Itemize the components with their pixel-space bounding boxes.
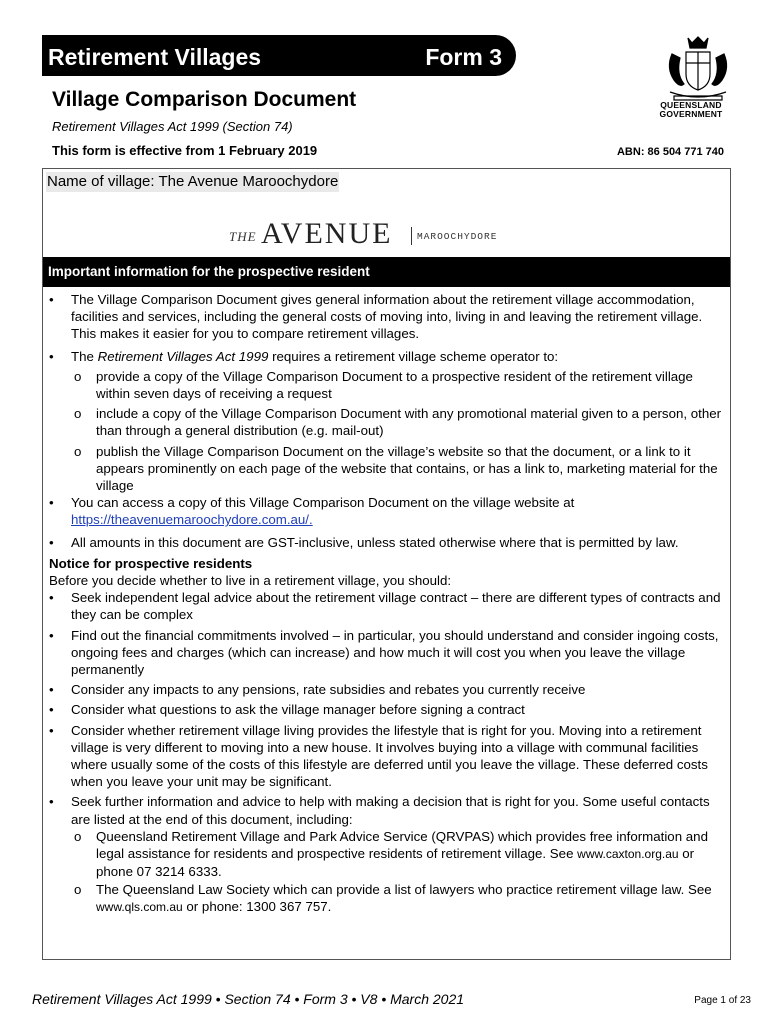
list-item [49, 494, 722, 528]
notice-item-text: Seek independent legal advice about the retirement village contract – there are different types of contracts and they can be complex [71, 590, 721, 623]
logo-avenue: AVENUE [261, 217, 393, 250]
notice-intro: Before you decide whether to live in a retirement village, you should: [49, 573, 452, 589]
sub-text: include a copy of the Village Comparison Document with any promotional material given to a person, other than through a general distribution (e.g. mail-out) [96, 406, 722, 439]
sub-text: provide a copy of the Village Comparison Document to a prospective resident of the retirement village within seven days of receiving a request [96, 368, 693, 402]
effective-date: This form is effective from 1 February 2019 [52, 143, 318, 158]
sub-list-item [49, 405, 722, 439]
sub-text: publish the Village Comparison Document on the village’s website so that the document, or a link to it appears prominently on each page of the website that contains, or has a link to, marketing material for the village [96, 443, 718, 494]
bullet-text: All amounts in this document are GST-inclusive, unless stated otherwise where that is permitted by law. [71, 534, 679, 550]
footer-reference: Retirement Villages Act 1999 • Section 74 • Form 3 • V8 • March 2021 [32, 991, 465, 1007]
notice-item-text: Consider whether retirement village living provides the lifestyle that is right for you. Moving into a retirement village is very different to moving into a new house. It involves buying into a village with communal facilities where usually some of the costs of this lifestyle are deferred until you leave the village. These deferred costs when you leave your unit may be significant. [71, 722, 708, 790]
important-info-header: Important information for the prospective resident [43, 257, 730, 287]
contact-text: Queensland Retirement Village and Park Advice Service (QRVPAS) which provides free information and legal assistance for residents and prospective residents of retirement village. See [96, 828, 708, 862]
contact-phone: or phone 07 3214 6333. [96, 846, 695, 880]
bullet-text: The Village Comparison Document gives general information about the retirement village accommodation, facilities and services, including the general costs of moving into, living in and leaving the retirement village. This makes it easier for you to compare retirement villages. [71, 292, 703, 342]
list-item [49, 722, 722, 791]
notice-item-text: Consider what questions to ask the village manager before signing a contract [71, 702, 525, 718]
contact-phone: or phone: 1300 367 757. [186, 898, 332, 914]
gov-line-1: QUEENSLAND [660, 100, 722, 110]
sub-list-item [49, 881, 722, 916]
qrvpas-website[interactable]: www.caxton.org.au [577, 847, 679, 862]
logo-the: THE [229, 229, 257, 244]
act-title: Retirement Villages Act 1999 [97, 348, 269, 364]
queensland-coat-of-arms-icon [664, 34, 732, 104]
notice-item-text: Consider any impacts to any pensions, rate subsidies and rebates you currently receive [71, 682, 586, 698]
gov-line-2: GOVERNMENT [659, 109, 723, 119]
sub-list-item [49, 828, 722, 881]
list-item [49, 589, 722, 623]
page-number: Page 1 of 23 [694, 995, 751, 1006]
list-item [49, 291, 722, 343]
list-item [49, 348, 722, 365]
contact-text: The Queensland Law Society which can provide a list of lawyers who practice retirement village law. See [96, 881, 712, 897]
sub-list-item [49, 443, 722, 495]
bullet-text: The [71, 348, 94, 364]
abn-number: ABN: 86 504 771 740 [616, 146, 724, 158]
banner-form-number: Form 3 [425, 44, 502, 70]
notice-item-text: Seek further information and advice to help with making a decision that is right for you. Some useful contacts are listed at the end of this document, including: [71, 794, 710, 827]
banner-title: Retirement Villages [48, 44, 262, 70]
list-item [49, 627, 722, 679]
list-item [49, 793, 722, 827]
notice-item-text: Find out the financial commitments involved – in particular, you should understand and consider ingoing costs, ongoing fees and charges (which can increase) and how much it will cost you when you leave the village permanently [71, 627, 719, 678]
notice-title: Notice for prospective residents [49, 555, 253, 571]
document-heading: Village Comparison Document [52, 88, 357, 111]
sub-list-item [49, 368, 722, 402]
main-content-box [42, 168, 731, 960]
village-name-field[interactable]: Name of village: The Avenue Maroochydore [47, 173, 339, 190]
queensland-government-logotype [650, 101, 732, 119]
bullet-text: requires a retirement village scheme operator to: [272, 348, 559, 364]
list-item [49, 534, 722, 551]
logo-divider [411, 227, 412, 245]
list-item [49, 681, 722, 698]
list-item [49, 701, 722, 718]
village-website-link[interactable]: https://theavenuemaroochydore.com.au/. [71, 512, 313, 528]
logo-place: MAROOCHYDORE [417, 231, 498, 242]
bullet-text: You can access a copy of this Village Comparison Document on the village website at [71, 495, 575, 511]
act-reference: Retirement Villages Act 1999 (Section 74) [52, 119, 293, 134]
qls-website[interactable]: www.qls.com.au [96, 899, 183, 914]
form-title-banner [42, 35, 516, 76]
document-body [49, 291, 722, 916]
